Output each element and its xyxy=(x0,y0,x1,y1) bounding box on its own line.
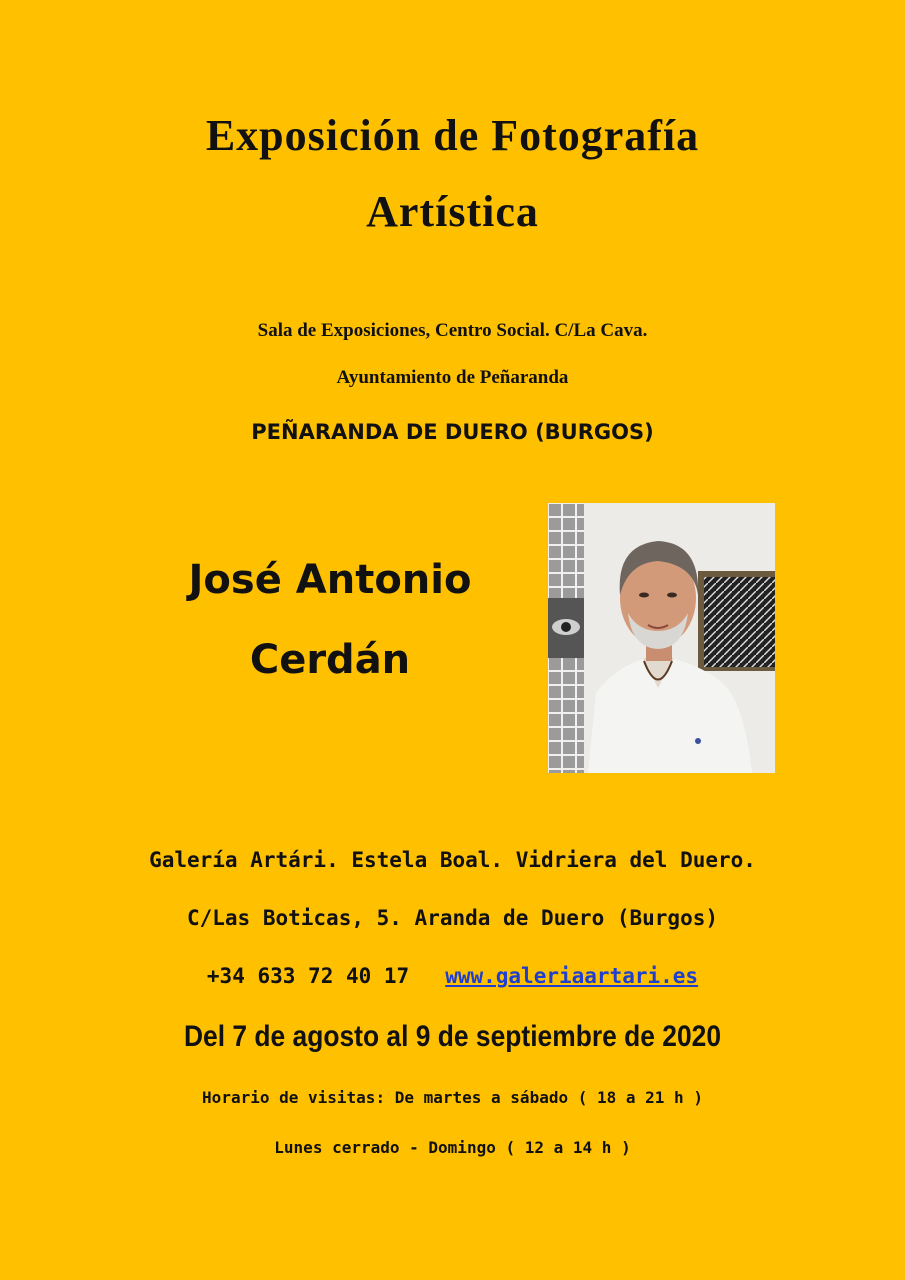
gallery-website-link[interactable]: www.galeriaartari.es xyxy=(445,964,699,988)
poster-title-line-1: Exposición de Fotografía xyxy=(205,111,700,160)
artist-last-name: Cerdán xyxy=(249,637,411,683)
gallery-name: Galería Artári. Estela Boal. Vidriera del Duero. xyxy=(149,848,756,872)
gallery-address: C/Las Boticas, 5. Aranda de Duero (Burgos) xyxy=(186,906,718,930)
gallery-contact xyxy=(0,964,905,988)
exhibition-dates: Del 7 de agosto al 9 de septiembre de 2020 xyxy=(183,1020,722,1053)
artist-first-name: José Antonio xyxy=(188,557,472,603)
closed-days-hours: Lunes cerrado - Domingo ( 12 a 14 h ) xyxy=(274,1138,631,1157)
artist-name xyxy=(130,540,530,700)
artist-portrait-photo xyxy=(548,503,775,773)
poster-title-line-2: Artística xyxy=(366,187,539,236)
venue-town: PEÑARANDA DE DUERO (BURGOS) xyxy=(251,420,654,444)
venue-address: Sala de Exposiciones, Centro Social. C/La Cava. xyxy=(257,320,648,341)
portrait-illustration xyxy=(548,503,775,773)
gallery-phone: +34 633 72 40 17 xyxy=(206,964,410,988)
visiting-hours: Horario de visitas: De martes a sábado ( 18 a 21 h ) xyxy=(202,1088,703,1107)
venue-organizer: Ayuntamiento de Peñaranda xyxy=(336,367,569,388)
